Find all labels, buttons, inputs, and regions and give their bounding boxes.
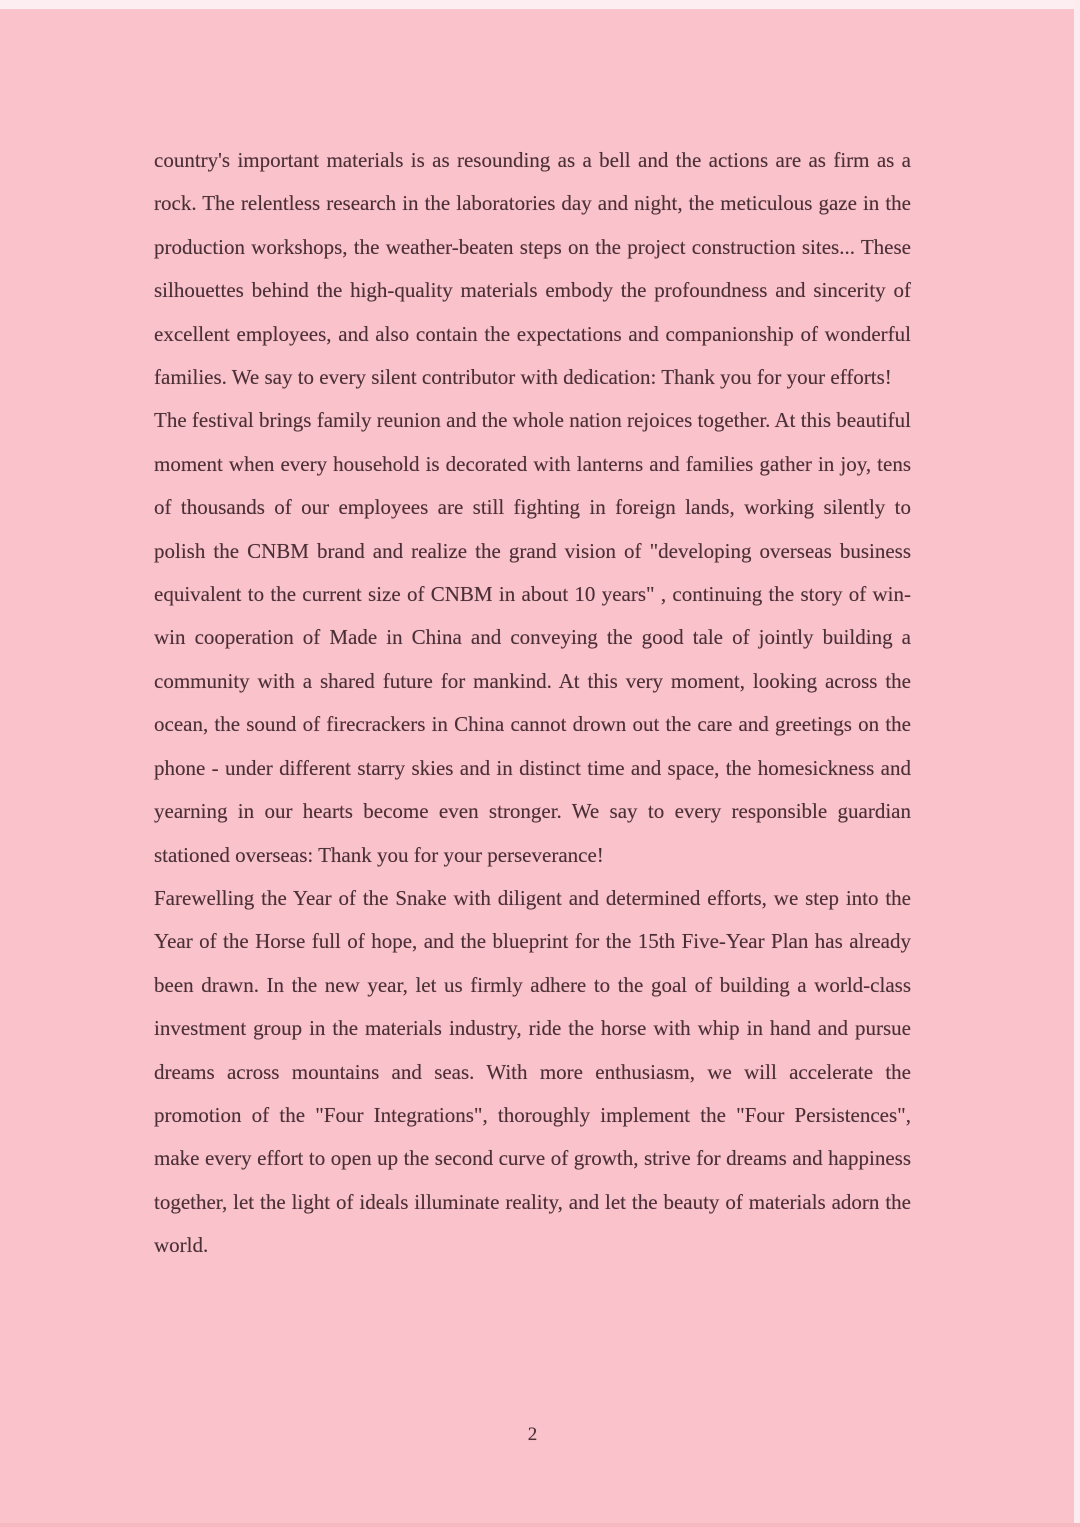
paragraph-festival-overseas: The festival brings family reunion and the whole nation rejoices together. At this beautiful moment when every household is decorated with lanterns and families gather in joy, tens of thousands of our employees are still fighting in foreign lands, working silently to polish the CNBM brand and realize the grand vision of "developing overseas business equivalent to the current size of CNBM in about 10 years" , continuing the story of win-win cooperation of Made in China and conveying the good tale of jointly building a community with a shared future for mankind. At this very moment, looking across the ocean, the sound of firecrackers in China cannot drown out the care and greetings on the phone - under different starry skies and in distinct time and space, the homesickness and yearning in our hearts become even stronger. We say to every responsible guardian stationed overseas: Thank you for your perseverance! — [154, 408, 911, 867]
page-number: 2 — [527, 1424, 538, 1445]
scan-edge-right — [1074, 0, 1080, 1527]
scan-edge-bottom — [0, 1523, 1080, 1527]
paragraph-new-year-outlook: Farewelling the Year of the Snake with diligent and determined efforts, we step into the Year of the Horse full of hope, and the blueprint for the 15th Five-Year Plan has already been drawn. In the new year, let us firmly adhere to the goal of building a world-class investment group in the materials industry, ride the horse with whip in hand and pursue dreams across mountains and seas. With more enthusiasm, we will accelerate the promotion of the "Four Integrations", thoroughly implement the "Four Persistences", make every effort to open up the second curve of growth, strive for dreams and happiness together, let the light of ideals illuminate reality, and let the beauty of materials adorn the world. — [154, 885, 911, 1258]
paragraph-gratitude-employees: country's important materials is as resounding as a bell and the actions are as firm as a rock. The relentless research in the laboratories day and night, the meticulous gaze in the production workshops, the weather-beaten steps on the project construction sites... These silhouettes behind the high-quality materials embody the profoundness and sincerity of excellent employees, and also contain the expectations and companionship of wonderful families. We say to every silent contributor with dedication: Thank you for your efforts! — [154, 148, 911, 390]
letter-body — [154, 139, 911, 1268]
scan-edge-top — [0, 0, 1080, 9]
